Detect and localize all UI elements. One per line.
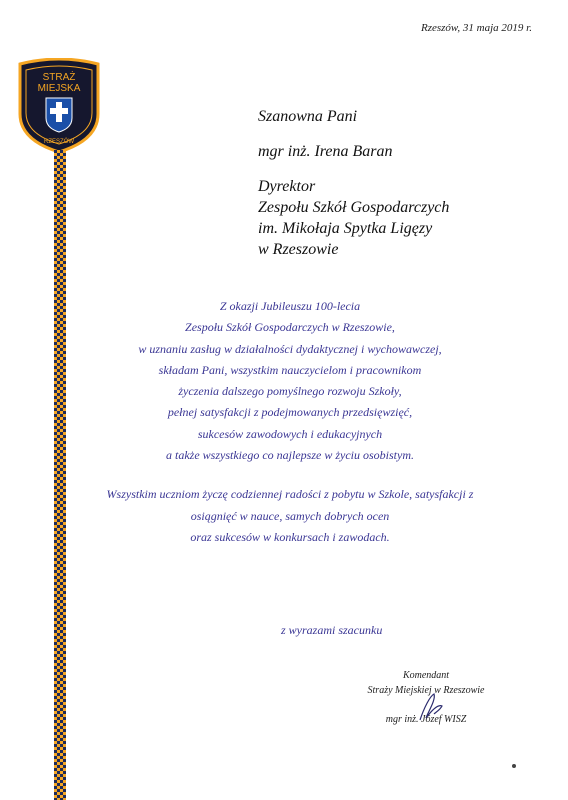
- body-line: składam Pani, wszystkim nauczycielom i pracownikom: [158, 362, 422, 377]
- body-line: Wszystkim uczniom życzę codziennej radości z pobytu w Szkole, satysfakcji z: [106, 487, 474, 502]
- signer-name: mgr inż. Józef WISZ: [385, 714, 467, 725]
- paragraph-students: [80, 484, 500, 548]
- body-line: oraz sukcesów w konkursach i zawodach.: [190, 529, 390, 544]
- closing-phrase: z wyrazami szacunku: [281, 623, 383, 637]
- letter-body: [80, 296, 500, 548]
- body-line: osiągnięć w nauce, samych dobrych ocen: [190, 508, 390, 523]
- signer-title: Komendant: [402, 670, 450, 681]
- paragraph-congratulations: [80, 296, 500, 466]
- handwritten-signature: [410, 690, 450, 724]
- body-line: życzenia dalszego pomyślnego rozwoju Szkoły,: [178, 384, 402, 399]
- signer-organization: Straży Miejskiej w Rzeszowie: [367, 685, 485, 696]
- body-line: a także wszystkiego co najlepsze w życiu osobistym.: [166, 448, 414, 463]
- body-line: sukcesów zawodowych i edukacyjnych: [197, 426, 383, 441]
- badge-text-miejska: MIEJSKA: [37, 83, 81, 94]
- body-line: Zespołu Szkół Gospodarczych w Rzeszowie,: [185, 320, 395, 335]
- addressee-line: Zespołu Szkół Gospodarczych: [258, 199, 450, 216]
- salutation: Szanowna Pani: [258, 108, 358, 125]
- city-guard-badge-logo: [16, 58, 102, 154]
- body-line: pełnej satysfakcji z podejmowanych przedsięwzięć,: [167, 405, 413, 420]
- badge-text-straz: STRAŻ: [42, 72, 76, 83]
- badge-text-rzeszow: RZESZÓW: [44, 139, 74, 145]
- ink-dot: [512, 764, 516, 768]
- body-line: Z okazji Jubileuszu 100-lecia: [219, 299, 361, 313]
- body-line: w uznaniu zasług w działalności dydaktycznej i wychowawczej,: [138, 341, 442, 356]
- addressee-line: w Rzeszowie: [258, 241, 339, 258]
- letter-date: Rzeszów, 31 maja 2019 r.: [420, 22, 532, 34]
- addressee-block: [258, 106, 449, 260]
- addressee-line: im. Mikołaja Spytka Ligęzy: [258, 220, 433, 237]
- addressee-line: Dyrektor: [258, 178, 316, 195]
- addressee-name: mgr inż. Irena Baran: [258, 143, 393, 160]
- checkered-stripe: [54, 150, 66, 800]
